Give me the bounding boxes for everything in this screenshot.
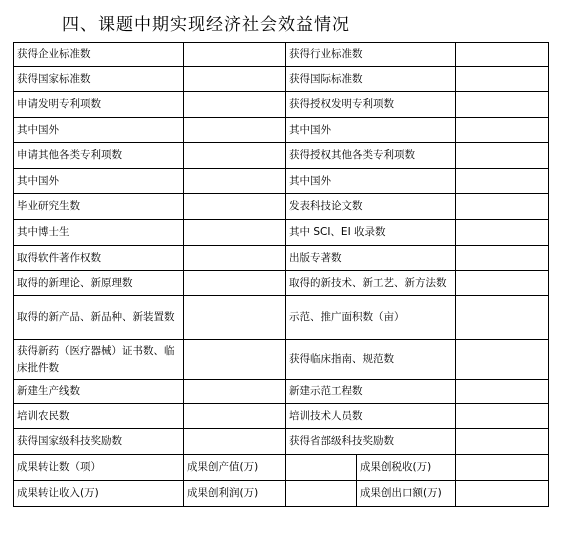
value-cell-right[interactable] — [456, 296, 549, 340]
row-label-left: 获得企业标准数 — [14, 43, 184, 67]
table-row — [14, 340, 549, 380]
value-cell-left[interactable] — [184, 404, 286, 429]
table-row — [14, 429, 549, 455]
row-label-right: 取得的新技术、新工艺、新方法数 — [286, 271, 456, 296]
value-cell-right[interactable] — [456, 246, 549, 271]
row-label-left: 获得新药（医疗器械）证书数、临床批件数 — [14, 340, 184, 380]
row-label-left: 申请发明专利项数 — [14, 92, 184, 118]
value-cell-right[interactable] — [456, 43, 549, 67]
section-title: 四、课题中期实现经济社会效益情况 — [62, 15, 350, 35]
benefits-table-body — [14, 43, 549, 455]
value-cell-right[interactable] — [456, 67, 549, 92]
row-label-right: 获得省部级科技奖励数 — [286, 429, 456, 455]
outcome-value-c[interactable] — [456, 455, 549, 481]
value-cell-left[interactable] — [184, 220, 286, 246]
table-row — [14, 169, 549, 194]
row-label-right: 其中 SCI、EI 收录数 — [286, 220, 456, 246]
value-cell-left[interactable] — [184, 169, 286, 194]
value-cell-left[interactable] — [184, 43, 286, 67]
row-label-left: 获得国家级科技奖励数 — [14, 429, 184, 455]
row-label-right: 示范、推广面积数（亩） — [286, 296, 456, 340]
table-row — [14, 118, 549, 143]
value-cell-left[interactable] — [184, 340, 286, 380]
table-row — [14, 194, 549, 220]
table-row — [14, 404, 549, 429]
row-label-left: 其中国外 — [14, 169, 184, 194]
value-cell-right[interactable] — [456, 169, 549, 194]
row-label-right: 获得授权其他各类专利项数 — [286, 143, 456, 169]
outcome-value-c[interactable] — [456, 481, 549, 507]
table-row — [14, 43, 549, 67]
value-cell-right[interactable] — [456, 143, 549, 169]
value-cell-left[interactable] — [184, 380, 286, 404]
table-row — [14, 246, 549, 271]
value-cell-left[interactable] — [184, 67, 286, 92]
value-cell-left[interactable] — [184, 246, 286, 271]
row-label-right: 获得国际标准数 — [286, 67, 456, 92]
value-cell-right[interactable] — [456, 220, 549, 246]
row-label-left: 取得软件著作权数 — [14, 246, 184, 271]
row-label-right: 出版专著数 — [286, 246, 456, 271]
value-cell-right[interactable] — [456, 404, 549, 429]
row-label-right: 新建示范工程数 — [286, 380, 456, 404]
table-row — [14, 67, 549, 92]
row-label-right: 获得临床指南、规范数 — [286, 340, 456, 380]
outcomes-table-body — [14, 455, 549, 507]
row-label-left: 取得的新产品、新品种、新装置数 — [14, 296, 184, 340]
outcome-label-b: 成果创产值(万) — [184, 455, 286, 481]
value-cell-right[interactable] — [456, 92, 549, 118]
row-label-left: 其中博士生 — [14, 220, 184, 246]
outcome-label-a: 成果转让数（项） — [14, 455, 184, 481]
row-label-right: 获得授权发明专利项数 — [286, 92, 456, 118]
table-row — [14, 143, 549, 169]
row-label-left: 培训农民数 — [14, 404, 184, 429]
benefits-table — [13, 42, 549, 455]
value-cell-right[interactable] — [456, 340, 549, 380]
value-cell-right[interactable] — [456, 194, 549, 220]
value-cell-left[interactable] — [184, 296, 286, 340]
value-cell-left[interactable] — [184, 194, 286, 220]
value-cell-right[interactable] — [456, 271, 549, 296]
row-label-left: 新建生产线数 — [14, 380, 184, 404]
row-label-left: 其中国外 — [14, 118, 184, 143]
row-label-left: 取得的新理论、新原理数 — [14, 271, 184, 296]
table-row — [14, 296, 549, 340]
value-cell-right[interactable] — [456, 118, 549, 143]
row-label-left: 毕业研究生数 — [14, 194, 184, 220]
outcome-label-a: 成果转让收入(万) — [14, 481, 184, 507]
outcome-label-c: 成果创出口额(万) — [357, 481, 456, 507]
table-row — [14, 271, 549, 296]
table-row — [14, 455, 549, 481]
outcomes-table — [13, 454, 549, 507]
outcome-label-c: 成果创税收(万) — [357, 455, 456, 481]
outcome-label-b: 成果创利润(万) — [184, 481, 286, 507]
row-label-left: 申请其他各类专利项数 — [14, 143, 184, 169]
outcome-value-b[interactable] — [286, 481, 357, 507]
value-cell-left[interactable] — [184, 429, 286, 455]
row-label-right: 其中国外 — [286, 169, 456, 194]
row-label-left: 获得国家标准数 — [14, 67, 184, 92]
table-row — [14, 380, 549, 404]
value-cell-left[interactable] — [184, 92, 286, 118]
row-label-right: 获得行业标准数 — [286, 43, 456, 67]
value-cell-left[interactable] — [184, 143, 286, 169]
row-label-right: 发表科技论文数 — [286, 194, 456, 220]
table-row — [14, 220, 549, 246]
table-row — [14, 92, 549, 118]
row-label-right: 培训技术人员数 — [286, 404, 456, 429]
value-cell-left[interactable] — [184, 271, 286, 296]
value-cell-right[interactable] — [456, 380, 549, 404]
value-cell-left[interactable] — [184, 118, 286, 143]
value-cell-right[interactable] — [456, 429, 549, 455]
outcome-value-b[interactable] — [286, 455, 357, 481]
row-label-right: 其中国外 — [286, 118, 456, 143]
table-row — [14, 481, 549, 507]
